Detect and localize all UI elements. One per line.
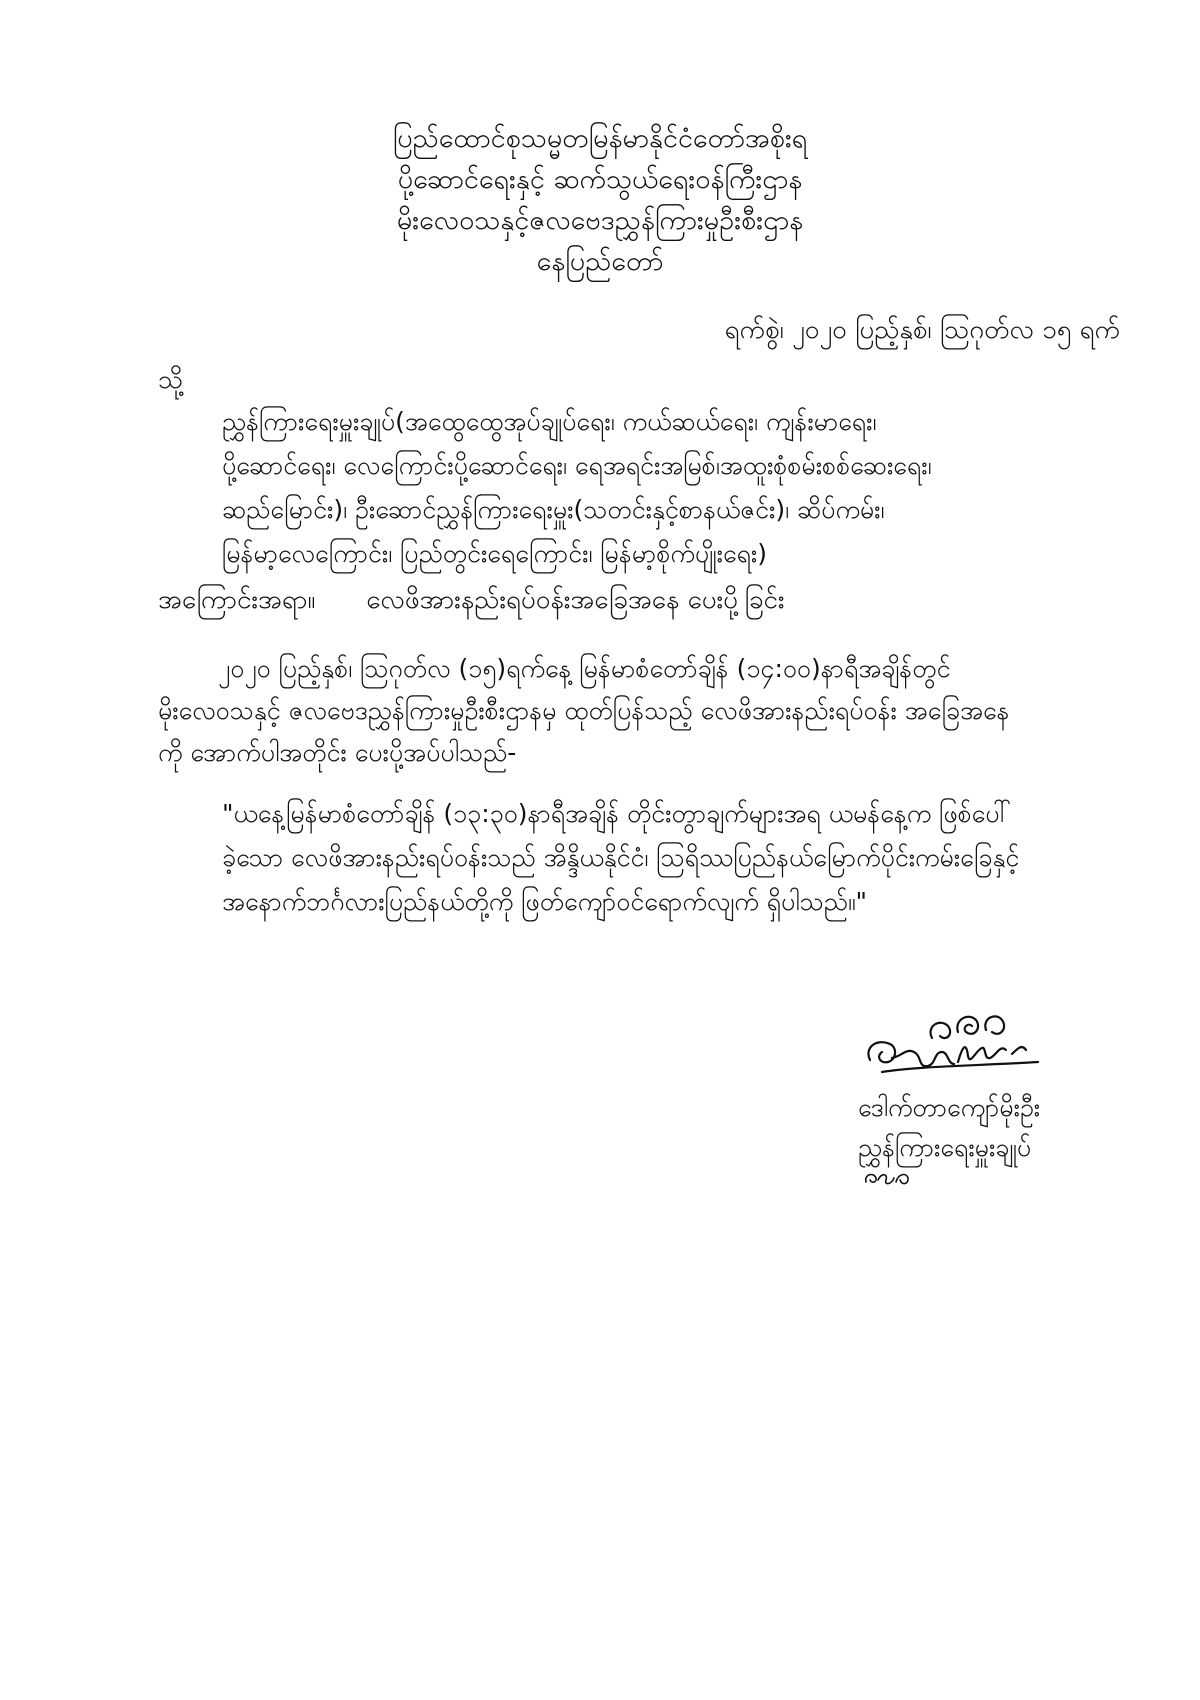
recipients-line: ဆည်မြောင်း)၊ ဦးဆောင်ညွှန်ကြားရေးမှူး(သတင်းနှင့်စာနယ်ဇင်း)၊ ဆိပ်ကမ်း၊ [222, 495, 885, 524]
letterhead-city: နေပြည်တော် [536, 246, 664, 277]
letterhead-government: ပြည်ထောင်စုသမ္မတမြန်မာနိုင်ငံတော်အစိုးရ [392, 123, 808, 154]
handwritten-initials [862, 1166, 912, 1190]
quote-line: အနောက်ဘင်္ဂလားပြည်နယ်တို့ကို ဖြတ်ကျော်ဝင်ရောက်လျက် ရှိပါသည်။" [222, 887, 868, 916]
recipients-block [222, 400, 1122, 576]
body-paragraph [158, 648, 1118, 774]
body-line: ကို အောက်ပါအတိုင်း ပေးပို့အပ်ပါသည်- [158, 738, 517, 767]
recipients-line: ပို့ဆောင်ရေး၊ လေကြောင်းပို့ဆောင်ရေး၊ ရေအရင်းအမြစ်၊အထူးစုံစမ်းစစ်ဆေးရေး၊ [222, 451, 932, 480]
handwritten-signature [862, 1008, 1042, 1088]
letterhead [340, 118, 860, 282]
quoted-bulletin [222, 792, 1122, 924]
recipients-line: မြန်မာ့လေကြောင်း၊ ပြည်တွင်းရေကြောင်း၊ မြန်မာ့စိုက်ပျိုးရေး) [222, 539, 768, 568]
letterhead-department: မိုးလေဝသနှင့်ဇလဗေဒညွှန်ကြားမှုဦးစီးဌာန [396, 205, 804, 236]
subject-label: အကြောင်းအရာ။ [158, 585, 316, 615]
subject-line [158, 582, 785, 621]
recipients-line: ညွှန်ကြားရေးမှူးချုပ်(အထွေထွေအုပ်ချုပ်ရေး၊ ကယ်ဆယ်ရေး၊ ကျန်းမာရေး၊ [222, 407, 877, 436]
quote-line: "ယနေ့မြန်မာစံတော်ချိန် (၁၃:၃၀)နာရီအချိန် တိုင်းတွာချက်များအရ ယမန်နေ့က ဖြစ်ပေါ် [222, 799, 1011, 828]
body-line: မိုးလေဝသနှင့် ဇလဗေဒညွှန်ကြားမှုဦးစီးဌာနမှ ထုတ်ပြန်သည့် လေဖိအားနည်းရပ်ဝန်း အခြေအနေ [158, 696, 1010, 725]
letter-date: ရက်စွဲ၊ ၂၀၂၀ ပြည့်နှစ်၊ ဩဂုတ်လ ၁၅ ရက် [724, 315, 1120, 345]
signer-title: ညွှန်ကြားရေးမှူးချုပ် [858, 1133, 1032, 1162]
to-label: သို့ [158, 365, 184, 395]
quote-line: ခဲ့သော လေဖိအားနည်းရပ်ဝန်းသည် အိန္ဒိယနိုင်ငံ၊ ဩရိဿပြည်နယ်မြောက်ပိုင်းကမ်းခြေနှင့် [222, 843, 1020, 872]
subject-text: လေဖိအားနည်းရပ်ဝန်းအခြေအနေ ပေးပို့ခြင်း [366, 585, 785, 615]
letterhead-ministry: ပို့ဆောင်ရေးနှင့် ဆက်သွယ်ရေးဝန်ကြီးဌာန [397, 164, 803, 195]
signer-name: ဒေါက်တာကျော်မိုးဦး [858, 1093, 1041, 1122]
body-line: ၂၀၂၀ ပြည့်နှစ်၊ ဩဂုတ်လ (၁၅)ရက်နေ့ မြန်မာစံတော်ချိန် (၁၄:၀၀)နာရီအချိန်တွင် [218, 654, 951, 683]
signer-block [858, 1088, 1040, 1168]
